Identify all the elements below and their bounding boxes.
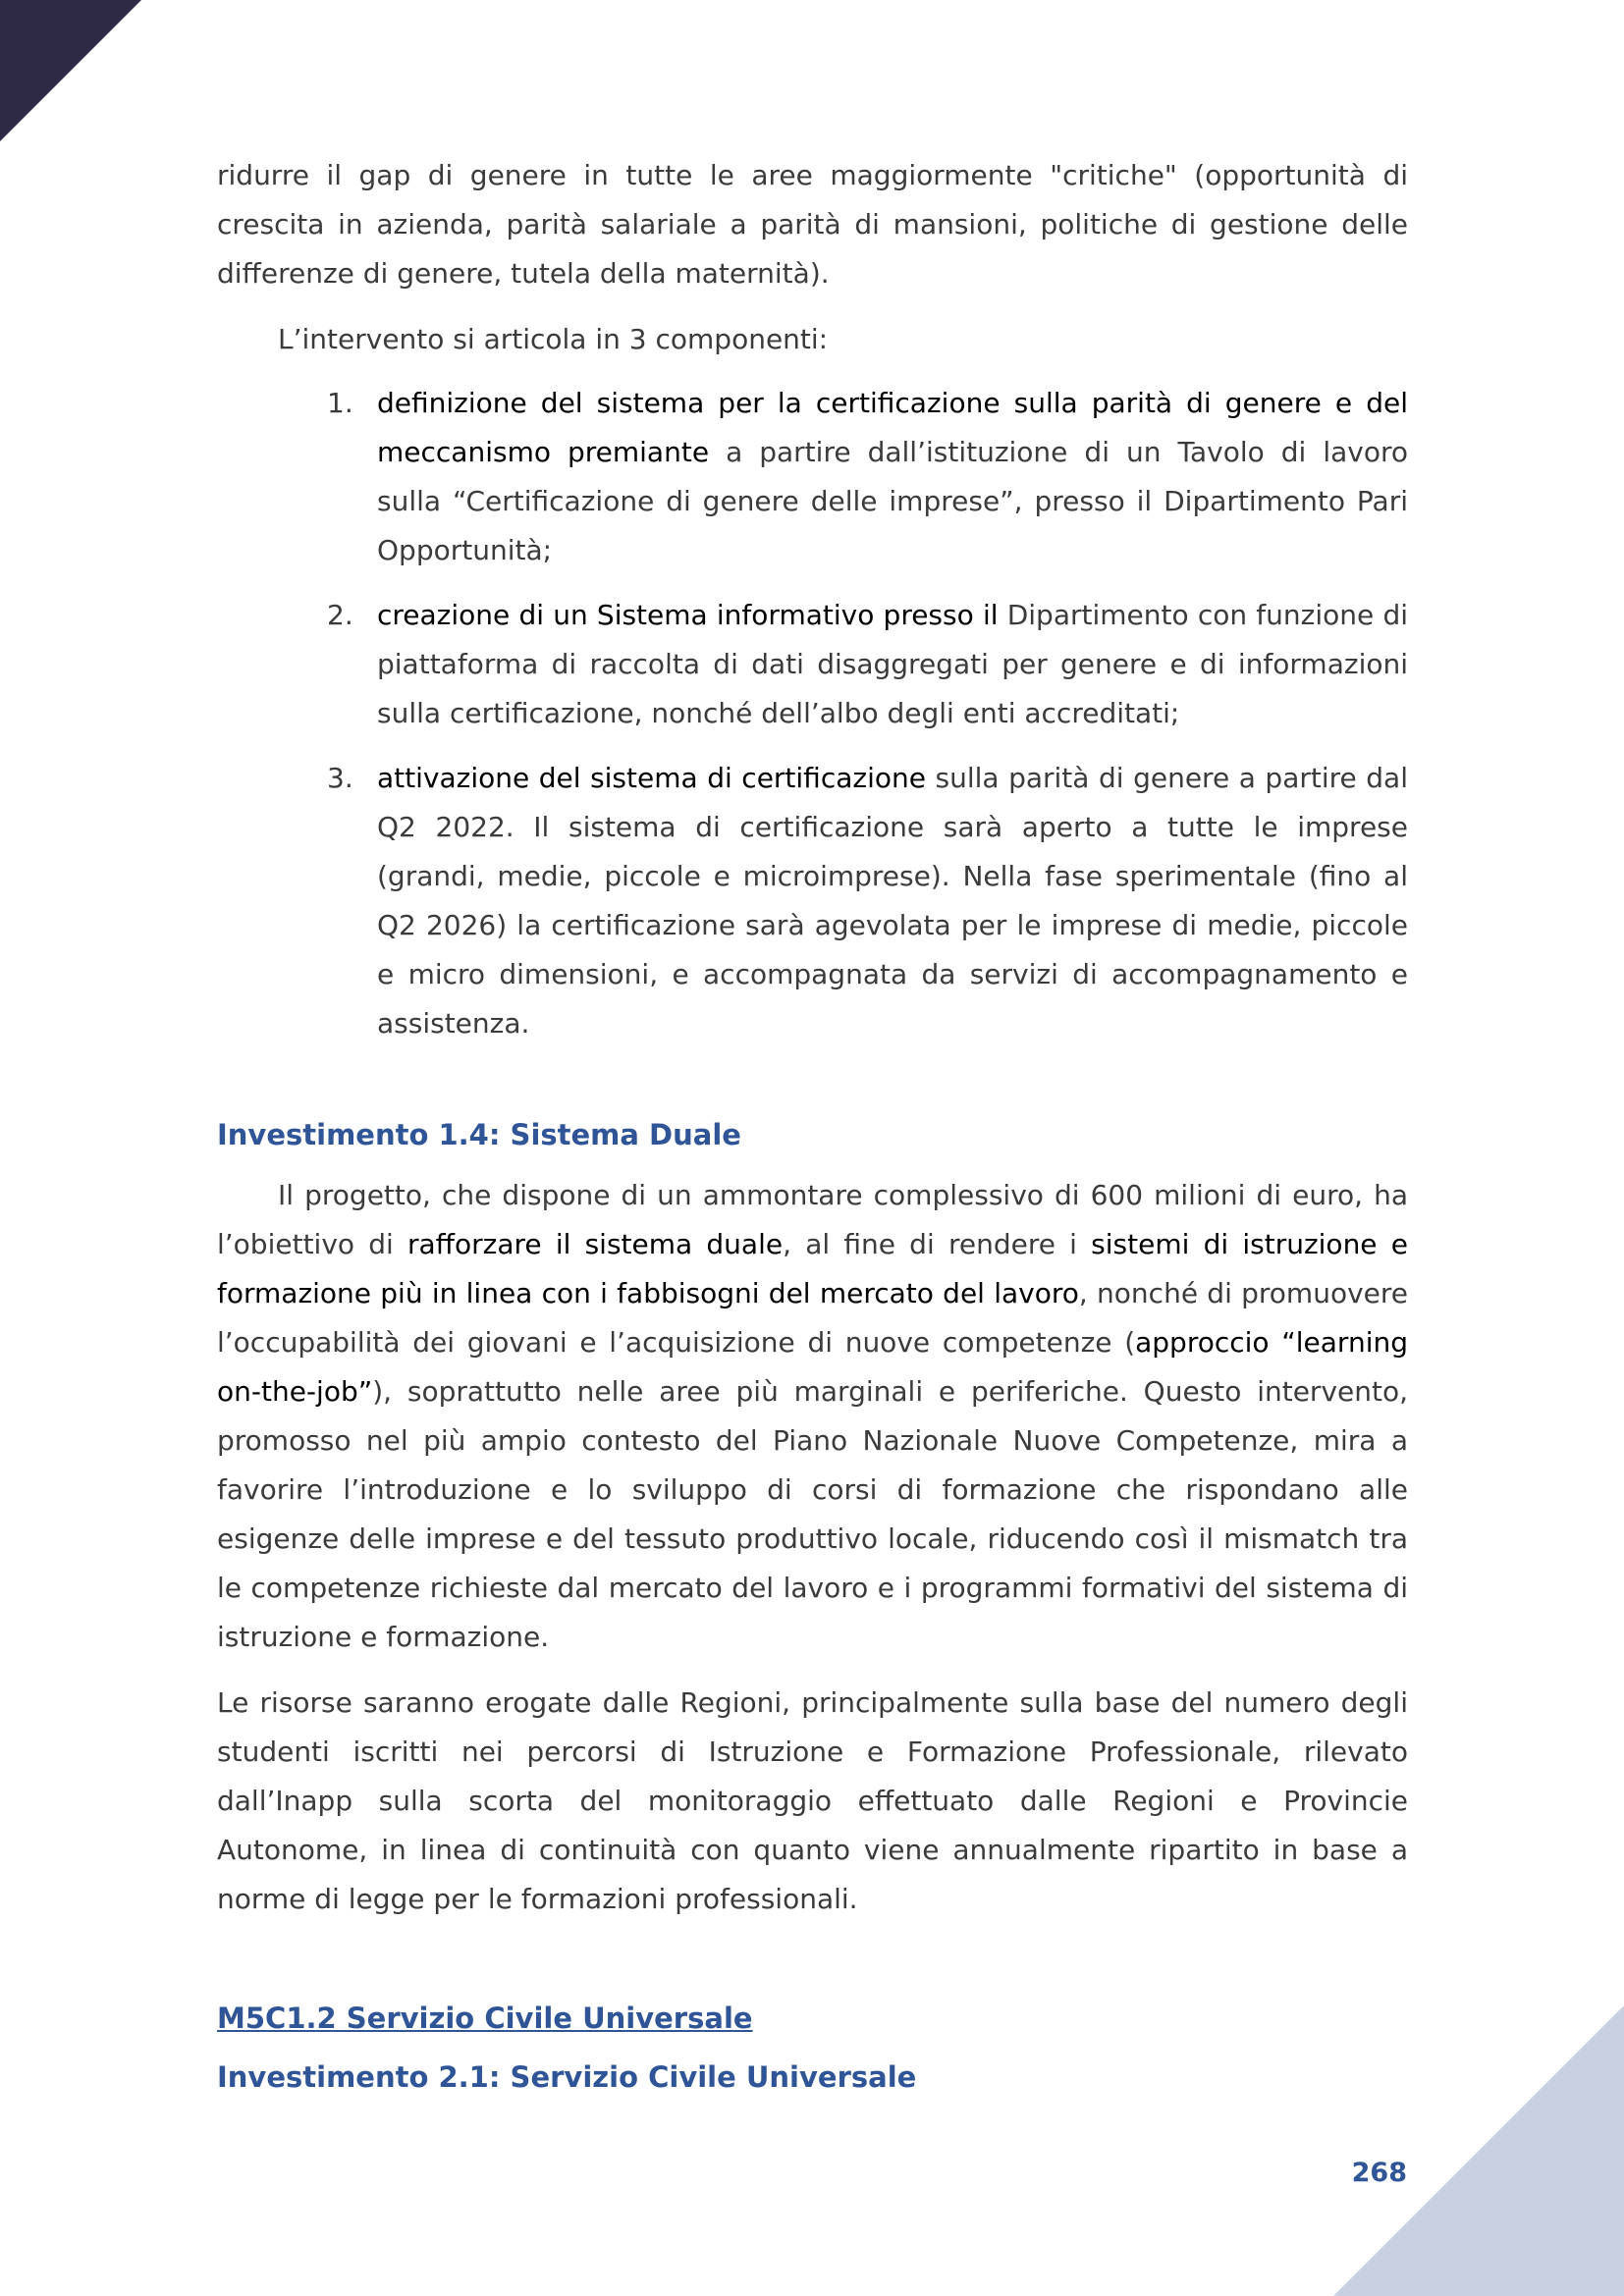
bold-text: sistemi di istruzione e formazione più in linea con i fabbisogni del mercato del lavoro [217, 1228, 1408, 1309]
text-run: Il progetto, che dispone di un ammontare complessivo di 600 milioni di euro, ha l’obiettivo di [217, 1179, 1408, 1260]
list-item-number: 2. [327, 599, 353, 631]
sistema-duale-paragraph-1 [217, 1171, 1408, 1662]
list-item-bold-text: definizione del sistema per la certificazione sulla parità di genere e del meccanismo premiante [377, 387, 1408, 468]
list-item-number: 1. [327, 387, 353, 419]
bold-text: rafforzare il sistema duale [407, 1228, 784, 1260]
list-item-bold-text: creazione di un Sistema informativo presso il [377, 599, 999, 631]
list-item-text: a partire dall’istituzione di un Tavolo di lavoro sulla “Certificazione di genere delle imprese”, presso il Dipartimento Pari Opportunità; [377, 436, 1408, 566]
page-number: 268 [1351, 2158, 1407, 2188]
text-run: ), soprattutto nelle aree più marginali e periferiche. Questo intervento, promosso nel più ampio contesto del Piano Nazionale Nuove Competenze, mira a favorire l’introduzione e lo sviluppo di corsi di formazione che rispondano alle esigenze delle imprese e del tessuto produttivo locale, riducendo così il mismatch tra le competenze richieste dal mercato del lavoro e i programmi formativi del sistema di istruzione e formazione. [217, 1375, 1408, 1653]
section-heading-servizio-civile: Investimento 2.1: Servizio Civile Universale [217, 2060, 917, 2094]
corner-decoration-top-left [0, 0, 141, 141]
intro-continuation-paragraph: ridurre il gap di genere in tutte le aree maggiormente "critiche" (opportunità di crescita in azienda, parità salariale a parità di mansioni, politiche di gestione delle differenze di genere, tutela della maternità). [217, 159, 1408, 290]
section-link-servizio-civile[interactable]: M5C1.2 Servizio Civile Universale [217, 2002, 753, 2035]
intro-lead-paragraph: L’intervento si articola in 3 componenti: [278, 323, 829, 355]
components-list [217, 379, 1408, 1048]
text-run: , nonché di promuovere l’occupabilità dei giovani e l’acquisizione di nuove competenze ( [217, 1277, 1409, 1359]
text-run: , al fine di rendere i [783, 1228, 1092, 1260]
bold-text: approccio “learning on-the-job” [217, 1326, 1408, 1408]
page-content [217, 151, 1408, 2099]
list-item-number: 3. [327, 762, 353, 794]
list-item-bold-text: attivazione del sistema di certificazione [377, 762, 926, 794]
list-item [217, 754, 1408, 1048]
sistema-duale-paragraph-2: Le risorse saranno erogate dalle Regioni, principalmente sulla base del numero degli studenti iscritti nei percorsi di Istruzione e Formazione Professionale, rilevato dall’Inapp sulla scorta del monitoraggio effettuato dalle Regioni e Provincie Autonome, in linea di continuità con quanto viene annualmente ripartito in base a norme di legge per le formazioni professionali. [217, 1686, 1408, 1915]
section-heading-sistema-duale: Investimento 1.4: Sistema Duale [217, 1118, 741, 1151]
list-item [217, 591, 1408, 738]
list-item-text: sulla parità di genere a partire dal Q2 2022. Il sistema di certificazione sarà aperto a tutte le imprese (grandi, medie, piccole e microimprese). Nella fase sperimentale (fino al Q2 2026) la certificazione sarà agevolata per le imprese di medie, piccole e micro dimensioni, e accompagnata da servizi di accompagnamento e assistenza. [377, 762, 1408, 1040]
list-item [217, 379, 1408, 575]
list-item-text: Dipartimento con funzione di piattaforma di raccolta di dati disaggregati per genere e di informazioni sulla certificazione, nonché dell’albo degli enti accreditati; [377, 599, 1408, 729]
